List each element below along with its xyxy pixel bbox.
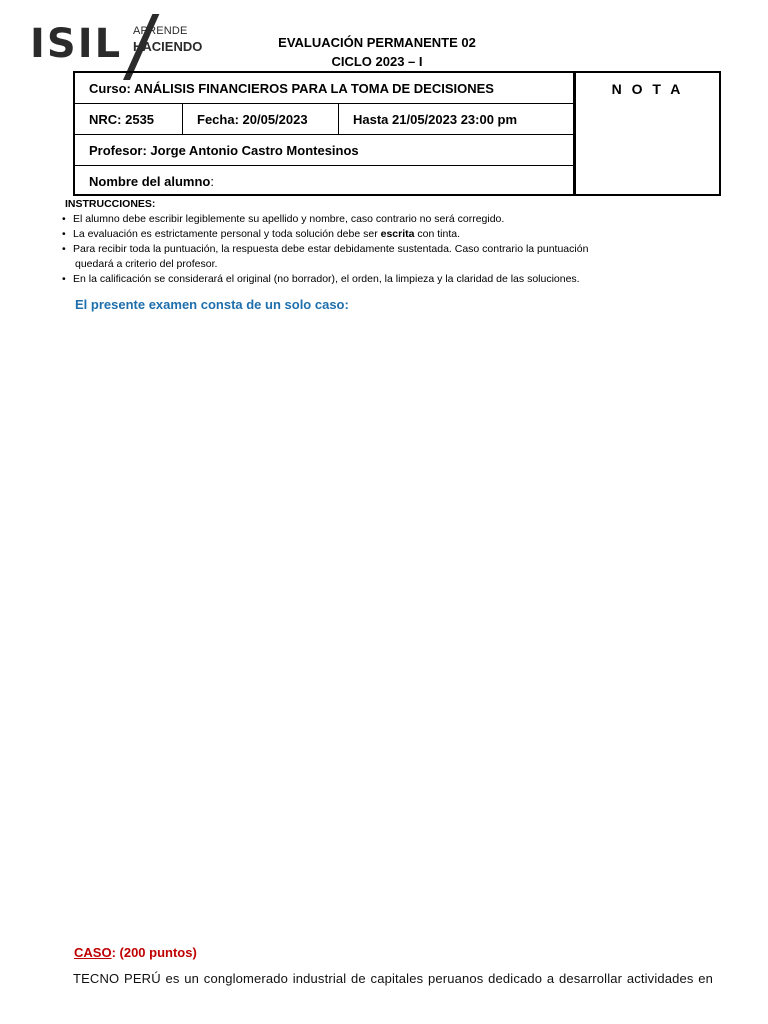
grade-box — [574, 71, 721, 196]
instruction-text: Para recibir toda la puntuación, la respuesta debe estar debidamente sustentada. Caso contrario la puntuación — [73, 243, 589, 255]
case-label: CASO — [74, 945, 112, 960]
instruction-item — [62, 272, 682, 287]
instruction-text-continued: quedará a criterio del profesor. — [75, 258, 218, 270]
case-points: : (200 puntos) — [111, 945, 197, 960]
instruction-item — [62, 212, 682, 227]
instructions-list — [62, 212, 682, 287]
instruction-item — [62, 227, 682, 242]
course-row — [75, 73, 573, 104]
date-cell: Fecha: 20/05/2023 — [182, 104, 338, 134]
bullet: • — [62, 243, 66, 255]
bullet: • — [62, 273, 66, 285]
instruction-text: La evaluación es estrictamente personal y toda solución debe ser — [73, 228, 381, 240]
course-info-table — [73, 71, 575, 196]
deadline-cell: Hasta 21/05/2023 23:00 pm — [338, 104, 573, 134]
logo-brand-text: ISIL — [30, 21, 123, 67]
nrc-date-row — [75, 104, 573, 135]
instruction-text: El alumno debe escribir legiblemente su apellido y nombre, caso contrario no será corregido. — [73, 213, 505, 225]
instruction-emphasis: escrita — [380, 228, 415, 240]
exam-title: EVALUACIÓN PERMANENTE 02 — [278, 35, 476, 50]
instruction-text: con tinta. — [414, 228, 460, 240]
exam-intro: El presente examen consta de un solo caso: — [75, 297, 349, 312]
exam-cycle: CICLO 2023 – I — [331, 54, 423, 69]
case-heading — [74, 945, 197, 961]
grade-label: N O T A — [611, 81, 684, 97]
instructions-title: INSTRUCCIONES: — [65, 198, 156, 210]
student-name-field[interactable] — [75, 166, 573, 196]
professor-name: Profesor: Jorge Antonio Castro Montesinos — [89, 142, 359, 158]
nrc-cell: NRC: 2535 — [89, 111, 155, 127]
student-name-label: Nombre del alumno — [89, 173, 211, 189]
instruction-text: En la calificación se considerará el original (no borrador), el orden, la limpieza y la claridad de las soluciones. — [73, 273, 580, 285]
student-row — [75, 166, 573, 196]
instruction-item — [62, 242, 682, 272]
bullet: • — [62, 228, 66, 240]
course-name: Curso: ANÁLISIS FINANCIEROS PARA LA TOMA DE DECISIONES — [89, 80, 494, 96]
professor-row — [75, 135, 573, 166]
bullet: • — [62, 213, 66, 225]
case-body-text: TECNO PERÚ es un conglomerado industrial de capitales peruanos dedicado a desarrollar actividades en — [73, 971, 714, 986]
student-name-colon: : — [210, 173, 214, 189]
logo-tagline-bottom: HACIENDO — [133, 39, 203, 54]
logo-tagline-top: APRENDE — [133, 25, 188, 37]
